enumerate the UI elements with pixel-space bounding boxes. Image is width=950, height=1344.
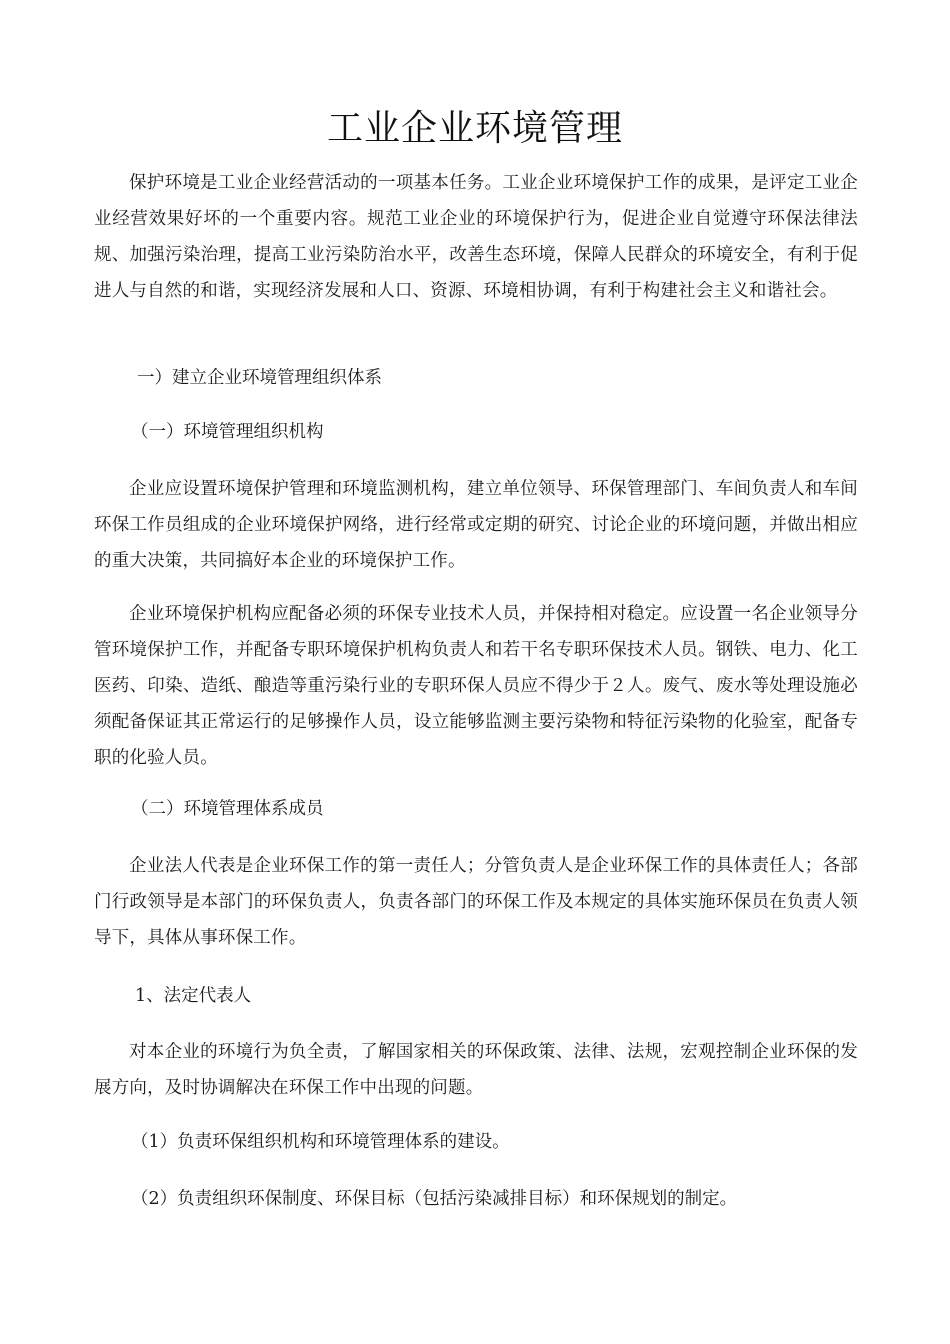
item-heading-legal-rep: 1、法定代表人: [135, 986, 252, 1006]
subsection-heading-2: （二）环境管理体系成员: [131, 799, 324, 819]
intro-paragraph: 保护环境是工业企业经营活动的一项基本任务。工业企业环境保护工作的成果，是评定工业企业经营效果好坏的一个重要内容。规范工业企业的环境保护行为，促进企业自觉遵守环保法律法规、加强污染治理，提高工业污染防治水平，改善生态环境，保障人民群众的环境安全，有利于促进人与自然的和谐，实现经济发展和人口、资源、环境相协调，有利于构建社会主义和谐社会。: [94, 173, 858, 301]
paragraph-organization: 企业应设置环境保护管理和环境监测机构，建立单位领导、环保管理部门、车间负责人和车间环保工作员组成的企业环境保护网络，进行经常或定期的研究、讨论企业的环境问题，并做出相应的重大决策，共同搞好本企业的环境保护工作。: [94, 479, 858, 571]
subsection-heading-1: （一）环境管理组织机构: [131, 422, 324, 442]
paragraph-members: 企业法人代表是企业环保工作的第一责任人；分管负责人是企业环保工作的具体责任人；各部门行政领导是本部门的环保负责人，负责各部门的环保工作及本规定的具体实施环保员在负责人领导下，具体从事环保工作。: [94, 856, 858, 948]
document-title: 工业企业环境管理: [326, 108, 623, 149]
list-item-1: （1）负责环保组织机构和环境管理体系的建设。: [131, 1132, 510, 1152]
list-item-2: （2）负责组织环保制度、环保目标（包括污染减排目标）和环保规划的制定。: [131, 1189, 738, 1209]
paragraph-legal-rep: 对本企业的环境行为负全责，了解国家相关的环保政策、法律、法规，宏观控制企业环保的发展方向，及时协调解决在环保工作中出现的问题。: [94, 1042, 858, 1098]
paragraph-staffing: 企业环境保护机构应配备必须的环保专业技术人员，并保持相对稳定。应设置一名企业领导分管环境保护工作，并配备专职环境保护机构负责人和若干名专职环保技术人员。钢铁、电力、化工医药、印染、造纸、酿造等重污染行业的专职环保人员应不得少于２人。废气、废水等处理设施必须配备保证其正常运行的足够操作人员，设立能够监测主要污染物和特征污染物的化验室，配备专职的化验人员。: [94, 604, 858, 768]
section-heading-1: 一）建立企业环境管理组织体系: [137, 368, 382, 388]
